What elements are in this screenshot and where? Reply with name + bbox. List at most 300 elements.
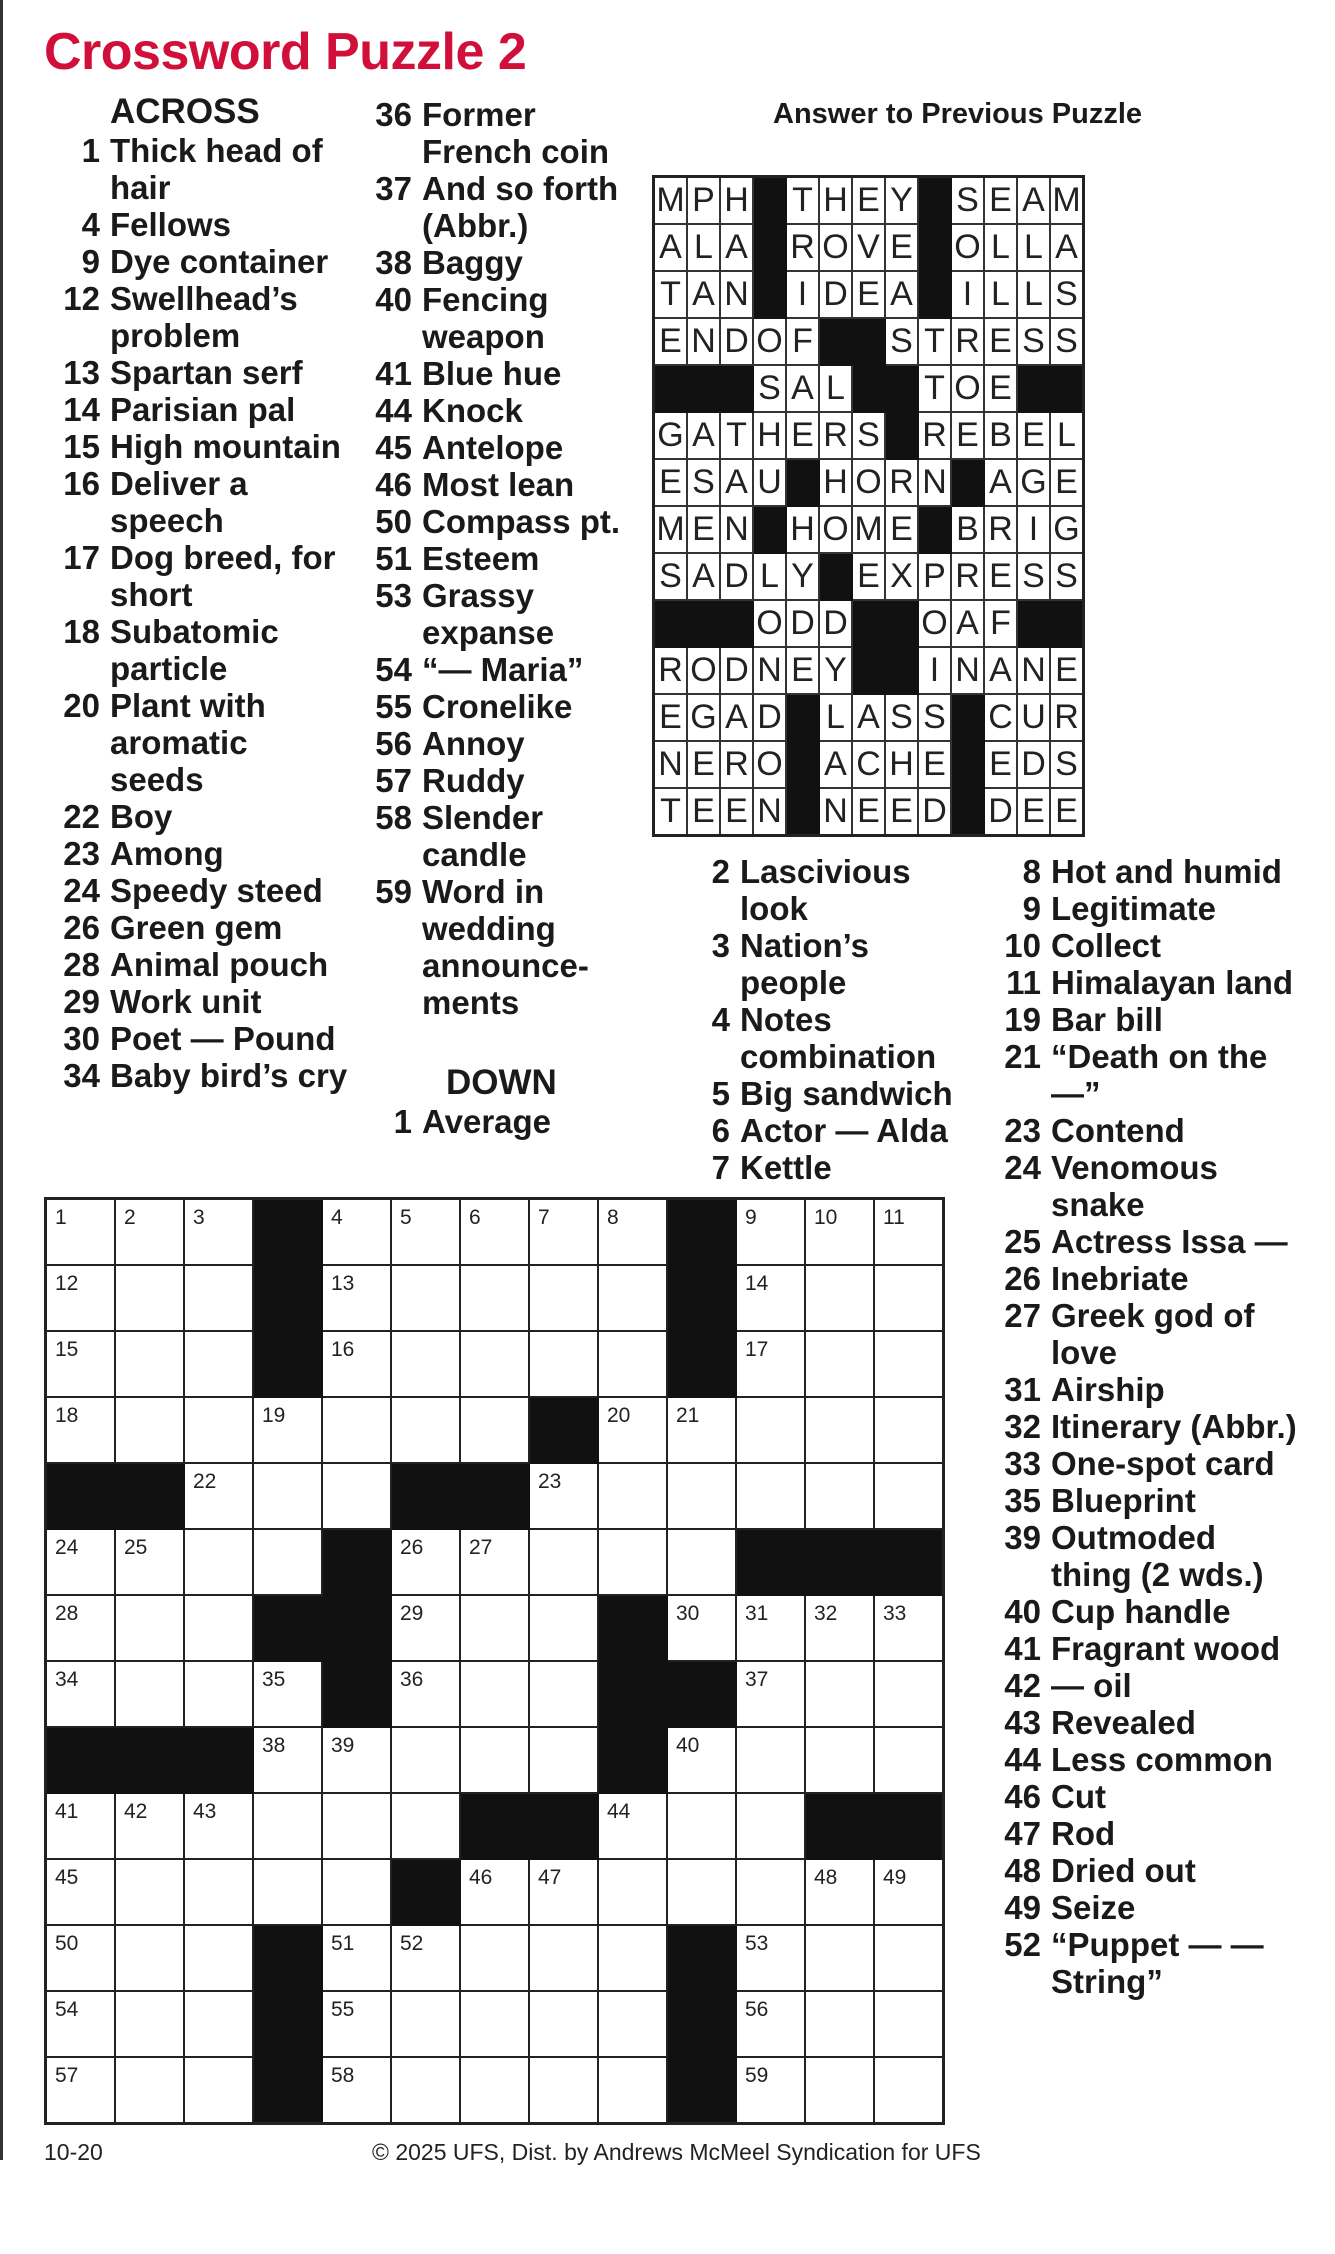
grid-cell[interactable] (46, 1529, 116, 1595)
grid-cell[interactable] (667, 1595, 736, 1661)
cell-number: 18 (55, 1404, 79, 1427)
cell-number: 42 (124, 1800, 148, 1823)
grid-cell[interactable] (460, 1925, 529, 1991)
grid-cell[interactable] (391, 1727, 460, 1793)
solution-letter: E (852, 271, 885, 318)
grid-cell[interactable] (460, 1595, 529, 1661)
grid-cell[interactable] (460, 1397, 529, 1463)
grid-cell[interactable] (667, 1859, 736, 1925)
grid-cell[interactable] (115, 1331, 184, 1397)
solution-letter: E (951, 412, 984, 459)
clue-number: 25 (1004, 1223, 1041, 1260)
clue-number: 20 (63, 687, 100, 724)
cell-number: 59 (745, 2064, 769, 2087)
cell-number: 24 (55, 1536, 79, 1559)
solution-letter: E (1050, 788, 1084, 836)
grid-cell[interactable] (46, 1331, 116, 1397)
solution-letter: O (819, 224, 852, 271)
grid-cell[interactable] (805, 1595, 874, 1661)
cell-number: 11 (883, 1206, 905, 1229)
grid-cell[interactable] (184, 1859, 253, 1925)
grid-cell[interactable] (529, 1595, 598, 1661)
cell-number: 9 (745, 1206, 757, 1229)
grid-cell[interactable] (322, 1331, 391, 1397)
across-clue-46 (362, 466, 632, 503)
grid-cell[interactable] (460, 1529, 529, 1595)
grid-cell[interactable] (529, 2057, 598, 2124)
across-clue-13 (48, 354, 348, 391)
cell-number: 32 (814, 1602, 838, 1625)
grid-cell[interactable] (322, 1925, 391, 1991)
grid-cell[interactable] (874, 1265, 944, 1331)
grid-cell[interactable] (667, 1397, 736, 1463)
grid-cell[interactable] (736, 2057, 805, 2124)
solution-letter: T (918, 365, 951, 412)
grid-cell[interactable] (115, 1925, 184, 1991)
solution-letter: H (885, 741, 918, 788)
grid-cell[interactable] (184, 1199, 253, 1266)
grid-cell[interactable] (46, 1859, 116, 1925)
grid-cell[interactable] (874, 1925, 944, 1991)
grid-cell[interactable] (391, 1661, 460, 1727)
clue-number: 46 (1004, 1778, 1041, 1815)
grid-cell[interactable] (805, 1463, 874, 1529)
grid-cell[interactable] (460, 1859, 529, 1925)
grid-cell[interactable] (322, 1397, 391, 1463)
clue-number: 9 (1022, 890, 1041, 927)
clue-text: Average (422, 1103, 552, 1140)
grid-cell[interactable] (115, 2057, 184, 2124)
solution-letter: N (951, 647, 984, 694)
black-square (253, 1199, 322, 1266)
grid-cell[interactable] (529, 1727, 598, 1793)
grid-cell[interactable] (391, 1199, 460, 1266)
grid-cell[interactable] (736, 1265, 805, 1331)
grid-cell[interactable] (46, 1925, 116, 1991)
clue-text: Venomous snake (1051, 1149, 1218, 1223)
cell-number: 54 (55, 1998, 79, 2021)
down-clue-33 (983, 1445, 1303, 1482)
grid-cell[interactable] (322, 1265, 391, 1331)
grid-cell[interactable] (46, 1991, 116, 2057)
black-square (1017, 365, 1050, 412)
grid-cell[interactable] (115, 1661, 184, 1727)
clue-text: Revealed (1051, 1704, 1196, 1741)
clue-text: Seize (1051, 1889, 1136, 1926)
across-clue-45 (362, 429, 632, 466)
grid-cell[interactable] (805, 1265, 874, 1331)
grid-cell[interactable] (46, 1199, 116, 1266)
grid-cell[interactable] (598, 1463, 667, 1529)
black-square (885, 647, 918, 694)
grid-cell[interactable] (391, 1793, 460, 1859)
solution-letter: L (1017, 224, 1050, 271)
solution-letter: N (1017, 647, 1050, 694)
grid-cell[interactable] (529, 1331, 598, 1397)
down-clue-10 (983, 927, 1303, 964)
clue-text: Knock (422, 392, 523, 429)
previous-answer-heading: Answer to Previous Puzzle (773, 98, 1143, 130)
grid-cell[interactable] (598, 1529, 667, 1595)
grid-cell[interactable] (736, 1331, 805, 1397)
grid-cell[interactable] (46, 1397, 116, 1463)
solution-letter: O (918, 600, 951, 647)
grid-cell[interactable] (667, 1727, 736, 1793)
grid-cell[interactable] (529, 1925, 598, 1991)
grid-cell[interactable] (391, 1595, 460, 1661)
grid-cell[interactable] (805, 1397, 874, 1463)
grid-cell[interactable] (391, 2057, 460, 2124)
across-heading: ACROSS (110, 92, 260, 131)
clue-text: Deliver a speech (110, 465, 248, 539)
clue-text: Bar bill (1051, 1001, 1163, 1038)
solution-letter: V (852, 224, 885, 271)
clue-text: Himalayan land (1051, 964, 1294, 1001)
black-square (786, 694, 819, 741)
grid-cell[interactable] (736, 1991, 805, 2057)
grid-cell[interactable] (460, 1661, 529, 1727)
solution-letter: G (654, 412, 688, 459)
grid-cell[interactable] (874, 2057, 944, 2124)
grid-cell[interactable] (391, 1925, 460, 1991)
grid-cell[interactable] (805, 1991, 874, 2057)
cell-number: 37 (745, 1668, 769, 1691)
solution-letter: E (1050, 459, 1084, 506)
clue-text: Legitimate (1051, 890, 1217, 927)
black-square (598, 1661, 667, 1727)
grid-cell[interactable] (805, 1661, 874, 1727)
grid-cell[interactable] (46, 2057, 116, 2124)
grid-cell[interactable] (322, 1727, 391, 1793)
cell-number: 29 (400, 1602, 424, 1625)
grid-cell[interactable] (736, 1595, 805, 1661)
black-square (46, 1727, 116, 1793)
clue-number: 40 (375, 281, 412, 318)
across-clue-41 (362, 355, 632, 392)
clue-number: 5 (711, 1075, 730, 1112)
grid-cell[interactable] (598, 1793, 667, 1859)
grid-cell[interactable] (805, 1859, 874, 1925)
grid-cell[interactable] (460, 2057, 529, 2124)
cell-number: 44 (607, 1800, 631, 1823)
cell-number: 38 (262, 1734, 286, 1757)
crossword-grid[interactable] (44, 1197, 945, 2125)
grid-cell[interactable] (598, 1331, 667, 1397)
clue-number: 56 (375, 725, 412, 762)
solution-letter: M (654, 506, 688, 553)
grid-cell[interactable] (184, 1925, 253, 1991)
grid-cell[interactable] (667, 1529, 736, 1595)
clue-number: 15 (63, 428, 100, 465)
grid-cell[interactable] (460, 1727, 529, 1793)
cell-number: 5 (400, 1206, 412, 1229)
solution-letter: A (720, 224, 753, 271)
down-heading: DOWN (446, 1063, 557, 1102)
clue-number: 46 (375, 466, 412, 503)
clue-text: Kettle (740, 1149, 832, 1186)
grid-cell[interactable] (253, 1859, 322, 1925)
black-square (115, 1463, 184, 1529)
solution-letter: E (984, 365, 1017, 412)
black-square (687, 365, 720, 412)
grid-cell[interactable] (115, 1397, 184, 1463)
grid-cell[interactable] (115, 1265, 184, 1331)
clue-text: Grassy expanse (422, 577, 555, 651)
clue-text: Ruddy (422, 762, 525, 799)
down-clue-8 (983, 853, 1303, 890)
black-square (667, 1265, 736, 1331)
grid-cell[interactable] (253, 1661, 322, 1727)
grid-cell[interactable] (391, 1397, 460, 1463)
solution-letter: T (918, 318, 951, 365)
solution-letter: A (951, 600, 984, 647)
cell-number: 7 (538, 1206, 550, 1229)
clue-text: Greek god of love (1051, 1297, 1255, 1371)
grid-cell[interactable] (805, 1727, 874, 1793)
grid-cell[interactable] (736, 1727, 805, 1793)
clue-text: Baby bird’s cry (110, 1057, 348, 1094)
solution-letter: S (1017, 318, 1050, 365)
solution-letter: Y (819, 647, 852, 694)
grid-cell[interactable] (736, 1925, 805, 1991)
black-square (753, 177, 786, 225)
solution-letter: R (720, 741, 753, 788)
solution-letter: H (720, 177, 753, 225)
solution-letter: D (720, 318, 753, 365)
black-square (918, 506, 951, 553)
grid-cell[interactable] (529, 1859, 598, 1925)
solution-letter: N (720, 506, 753, 553)
grid-cell[interactable] (460, 1331, 529, 1397)
grid-cell[interactable] (874, 1991, 944, 2057)
solution-letter: M (1050, 177, 1084, 225)
black-square (786, 459, 819, 506)
grid-cell[interactable] (322, 1199, 391, 1266)
grid-cell[interactable] (667, 1793, 736, 1859)
solution-letter: S (1050, 741, 1084, 788)
clue-number: 10 (1004, 927, 1041, 964)
solution-letter: D (720, 553, 753, 600)
grid-cell[interactable] (529, 1529, 598, 1595)
grid-cell[interactable] (874, 1397, 944, 1463)
grid-cell[interactable] (805, 1925, 874, 1991)
black-square (687, 600, 720, 647)
grid-cell[interactable] (736, 1397, 805, 1463)
grid-cell[interactable] (391, 1265, 460, 1331)
grid-cell[interactable] (874, 1331, 944, 1397)
grid-cell[interactable] (874, 1199, 944, 1266)
grid-cell[interactable] (391, 1529, 460, 1595)
black-square (720, 600, 753, 647)
grid-cell[interactable] (46, 1595, 116, 1661)
grid-cell[interactable] (598, 1991, 667, 2057)
down-clue-43 (983, 1704, 1303, 1741)
solution-letter: N (819, 788, 852, 836)
clue-number: 4 (711, 1001, 730, 1038)
grid-cell[interactable] (322, 1991, 391, 2057)
black-square (1017, 600, 1050, 647)
clue-number: 43 (1004, 1704, 1041, 1741)
grid-cell[interactable] (184, 1397, 253, 1463)
puzzle-date: 10-20 (44, 2139, 103, 2165)
clue-text: Esteem (422, 540, 540, 577)
grid-cell[interactable] (598, 2057, 667, 2124)
grid-cell[interactable] (115, 1991, 184, 2057)
across-clue-51 (362, 540, 632, 577)
grid-cell[interactable] (805, 1331, 874, 1397)
solution-letter: R (786, 224, 819, 271)
black-square (667, 1331, 736, 1397)
down-clue-48 (983, 1852, 1303, 1889)
grid-cell[interactable] (598, 1925, 667, 1991)
grid-cell[interactable] (805, 1199, 874, 1266)
grid-cell[interactable] (184, 1331, 253, 1397)
solution-letter: H (819, 177, 852, 225)
left-rule (0, 0, 3, 2160)
across-clue-55 (362, 688, 632, 725)
grid-cell[interactable] (322, 2057, 391, 2124)
cell-number: 13 (331, 1272, 355, 1295)
grid-cell[interactable] (874, 1727, 944, 1793)
clue-number: 24 (63, 872, 100, 909)
solution-letter: O (819, 506, 852, 553)
grid-cell[interactable] (736, 1661, 805, 1727)
grid-cell[interactable] (184, 1463, 253, 1529)
cell-number: 50 (55, 1932, 79, 1955)
solution-letter: L (819, 694, 852, 741)
solution-letter: A (819, 741, 852, 788)
clue-text: Compass pt. (422, 503, 621, 540)
grid-cell[interactable] (46, 1265, 116, 1331)
grid-cell[interactable] (460, 1991, 529, 2057)
grid-cell[interactable] (667, 1463, 736, 1529)
grid-cell[interactable] (115, 1793, 184, 1859)
grid-cell[interactable] (874, 1595, 944, 1661)
clue-text: Work unit (110, 983, 262, 1020)
grid-cell[interactable] (184, 1991, 253, 2057)
grid-cell[interactable] (529, 1463, 598, 1529)
cell-number: 12 (55, 1272, 79, 1295)
grid-cell[interactable] (598, 1199, 667, 1266)
black-square (253, 1265, 322, 1331)
grid-cell[interactable] (874, 1859, 944, 1925)
grid-cell[interactable] (115, 1199, 184, 1266)
grid-cell[interactable] (529, 1991, 598, 2057)
across-clue-36 (362, 96, 632, 170)
grid-cell[interactable] (184, 1661, 253, 1727)
solution-letter: E (687, 741, 720, 788)
page-title: Crossword Puzzle 2 (44, 23, 527, 81)
grid-cell[interactable] (598, 1265, 667, 1331)
clue-number: 51 (375, 540, 412, 577)
cell-number: 39 (331, 1734, 355, 1757)
grid-cell[interactable] (184, 2057, 253, 2124)
black-square (667, 1991, 736, 2057)
grid-cell[interactable] (253, 1529, 322, 1595)
grid-cell[interactable] (598, 1397, 667, 1463)
grid-cell[interactable] (115, 1529, 184, 1595)
grid-cell[interactable] (184, 1529, 253, 1595)
grid-cell[interactable] (253, 1727, 322, 1793)
clue-number: 33 (1004, 1445, 1041, 1482)
grid-cell[interactable] (253, 1463, 322, 1529)
solution-letter: L (687, 224, 720, 271)
across-clue-59 (362, 873, 632, 1021)
clue-text: Airship (1051, 1371, 1165, 1408)
grid-cell[interactable] (46, 1793, 116, 1859)
solution-letter: D (753, 694, 786, 741)
grid-cell[interactable] (184, 1265, 253, 1331)
grid-cell[interactable] (322, 1463, 391, 1529)
clue-number: 6 (711, 1112, 730, 1149)
grid-cell[interactable] (598, 1859, 667, 1925)
grid-cell[interactable] (874, 1463, 944, 1529)
grid-cell[interactable] (391, 1991, 460, 2057)
down-clue-47 (983, 1815, 1303, 1852)
solution-letter: E (786, 647, 819, 694)
across-clue-17 (48, 539, 348, 613)
grid-cell[interactable] (115, 1595, 184, 1661)
solution-letter: C (984, 694, 1017, 741)
clue-number: 38 (375, 244, 412, 281)
grid-cell[interactable] (391, 1331, 460, 1397)
grid-cell[interactable] (736, 1463, 805, 1529)
grid-cell[interactable] (736, 1859, 805, 1925)
solution-letter: S (1050, 318, 1084, 365)
grid-cell[interactable] (184, 1793, 253, 1859)
grid-cell[interactable] (736, 1793, 805, 1859)
cell-number: 33 (883, 1602, 907, 1625)
grid-cell[interactable] (46, 1661, 116, 1727)
across-clue-58 (362, 799, 632, 873)
grid-cell[interactable] (115, 1859, 184, 1925)
grid-cell[interactable] (874, 1661, 944, 1727)
grid-cell[interactable] (322, 1859, 391, 1925)
grid-cell[interactable] (460, 1199, 529, 1266)
down-clue-11 (983, 964, 1303, 1001)
clue-number: 14 (63, 391, 100, 428)
clue-number: 44 (1004, 1741, 1041, 1778)
solution-letter: E (786, 412, 819, 459)
grid-cell[interactable] (184, 1595, 253, 1661)
clue-number: 44 (375, 392, 412, 429)
down-clue-41 (983, 1630, 1303, 1667)
grid-cell[interactable] (322, 1793, 391, 1859)
grid-cell[interactable] (529, 1661, 598, 1727)
grid-cell[interactable] (529, 1265, 598, 1331)
clue-text: Lascivious look (740, 853, 911, 927)
grid-cell[interactable] (736, 1199, 805, 1266)
solution-letter: R (951, 553, 984, 600)
grid-cell[interactable] (253, 1397, 322, 1463)
solution-letter: A (687, 553, 720, 600)
grid-cell[interactable] (253, 1793, 322, 1859)
solution-letter: L (1050, 412, 1084, 459)
solution-letter: H (753, 412, 786, 459)
clue-number: 41 (375, 355, 412, 392)
grid-cell[interactable] (805, 2057, 874, 2124)
black-square (852, 365, 885, 412)
clue-text: One-spot card (1051, 1445, 1275, 1482)
grid-cell[interactable] (460, 1265, 529, 1331)
down-clue-9 (983, 890, 1303, 927)
grid-cell[interactable] (529, 1199, 598, 1266)
clue-text: Cut (1051, 1778, 1106, 1815)
solution-letter: E (885, 788, 918, 836)
cell-number: 57 (55, 2064, 79, 2087)
solution-letter: N (687, 318, 720, 365)
clue-number: 58 (375, 799, 412, 836)
